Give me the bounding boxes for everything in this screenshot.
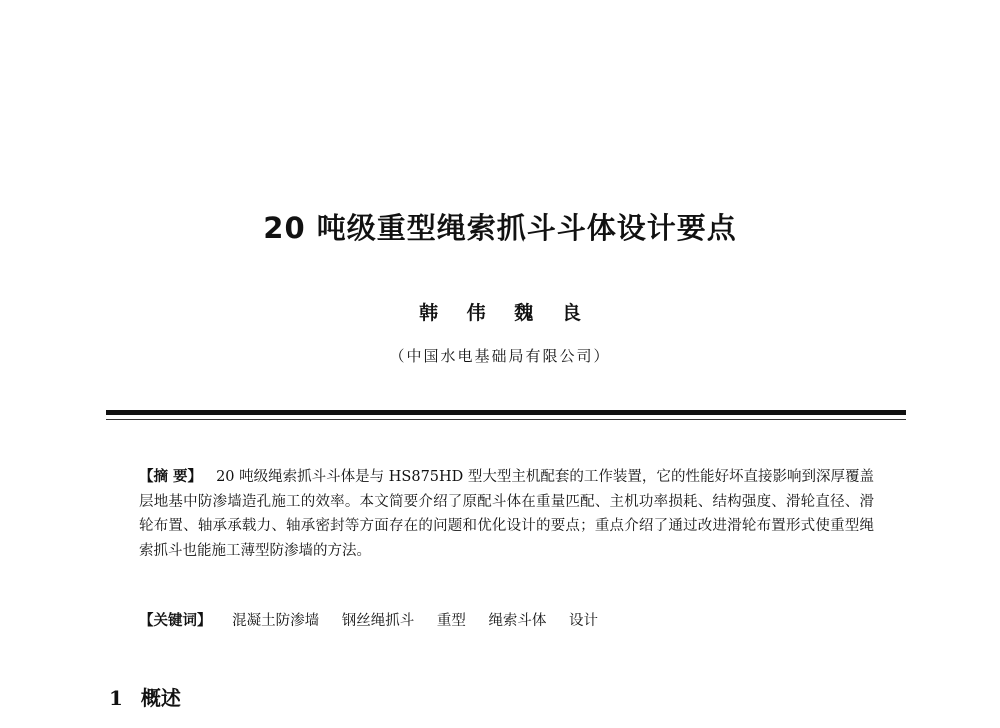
keyword: 设计 [569, 613, 599, 629]
keyword: 钢丝绳抓斗 [341, 613, 415, 629]
keyword: 混凝土防渗墙 [232, 613, 320, 629]
keywords [139, 609, 874, 633]
section-number: 1 [109, 686, 123, 710]
paper-title: 20 吨级重型绳索抓斗斗体设计要点 [263, 211, 737, 245]
abstract-text: 20 吨级绳索抓斗斗体是与 HS875HD 型大型主机配套的工作装置，它的性能好坏直接影响到深厚覆盖层地基中防渗墙造孔施工的效率。本文简要介绍了原配斗体在重量匹配、主机功率损耗、结构强度、滑轮直径、滑轮布置、轴承承载力、轴承密封等方面存在的问题和优化设计的要点；重点介绍了通过改进滑轮布置形式使重型绳索抓斗也能施工薄型防渗墙的方法。 [139, 469, 874, 559]
affiliation: （中国水电基础局有限公司） [389, 347, 611, 365]
keywords-label: 【关键词】 [139, 612, 212, 629]
header-rule [106, 410, 906, 420]
section-heading [109, 682, 181, 711]
thin-rule-line [106, 419, 906, 420]
keyword: 重型 [436, 613, 466, 629]
keyword: 绳索斗体 [488, 613, 547, 629]
abstract-label: 【摘 要】 [139, 468, 203, 485]
thick-rule-line [106, 410, 906, 415]
abstract [139, 465, 874, 563]
section-title: 概述 [140, 686, 181, 710]
authors: 韩 伟 魏 良 [419, 302, 581, 324]
